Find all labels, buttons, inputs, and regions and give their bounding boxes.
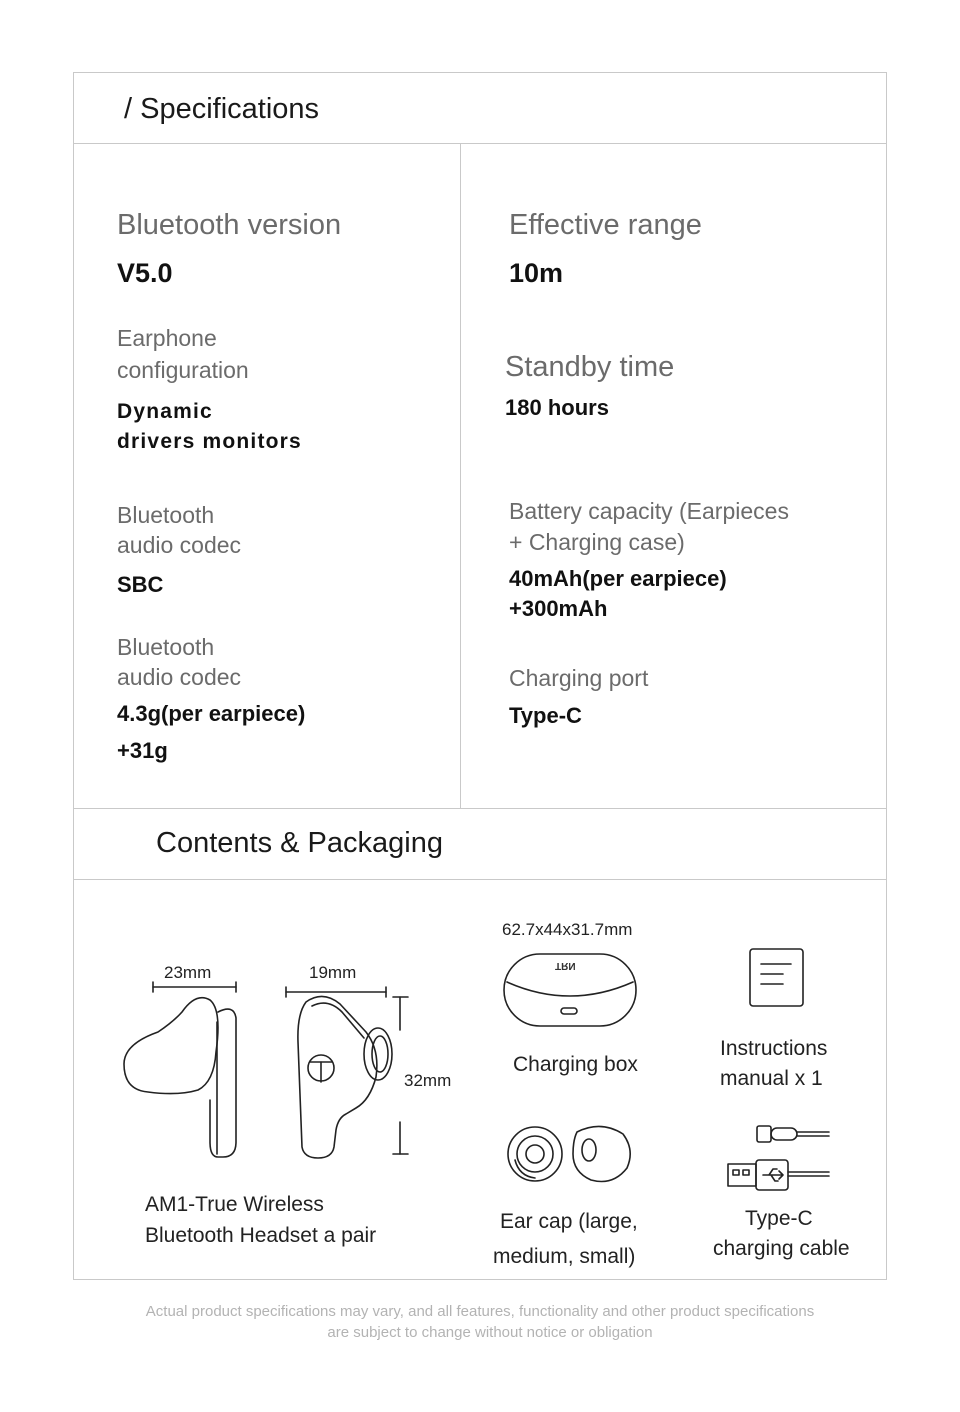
cable-caption-line1: Type-C bbox=[745, 1207, 813, 1230]
cable-icon bbox=[727, 1124, 831, 1192]
earbud-width-right: 19mm bbox=[309, 963, 357, 982]
earbuds-icon bbox=[118, 982, 418, 1162]
weight-value-line2: +31g bbox=[117, 738, 168, 763]
charging-port-label: Charging port bbox=[509, 665, 649, 691]
manual-icon bbox=[749, 948, 805, 1008]
ear-caps-caption-line1: Ear cap (large, bbox=[500, 1210, 638, 1233]
charging-box-dimensions: 62.7x44x31.7mm bbox=[502, 920, 633, 939]
cable-caption-line2: charging cable bbox=[713, 1237, 850, 1260]
weight-label-line2: audio codec bbox=[117, 664, 242, 690]
charging-port-value: Type-C bbox=[509, 703, 582, 728]
battery-label-line2: + Charging case) bbox=[509, 529, 685, 555]
charging-box-caption: Charging box bbox=[513, 1053, 638, 1076]
weight-value-line1: 4.3g(per earpiece) bbox=[117, 701, 306, 726]
bluetooth-version-value: V5.0 bbox=[117, 258, 173, 288]
codec-label-line1: Bluetooth bbox=[117, 502, 215, 528]
standby-time-label: Standby time bbox=[505, 351, 675, 383]
column-divider bbox=[460, 144, 461, 808]
earphone-config-label-line2: configuration bbox=[117, 357, 249, 383]
codec-value: SBC bbox=[117, 572, 164, 597]
effective-range-label: Effective range bbox=[509, 209, 702, 241]
battery-label-line1: Battery capacity (Earpieces bbox=[509, 498, 789, 524]
packaging-title: Contents & Packaging bbox=[156, 827, 443, 859]
earphone-config-label-line1: Earphone bbox=[117, 325, 217, 351]
disclaimer-line2: are subject to change without notice or obligation bbox=[327, 1324, 653, 1341]
battery-value-line1: 40mAh(per earpiece) bbox=[509, 566, 727, 591]
ear-caps-icon bbox=[505, 1124, 633, 1186]
earbuds-caption-line2: Bluetooth Headset a pair bbox=[145, 1224, 377, 1247]
codec-label-line2: audio codec bbox=[117, 532, 242, 558]
earbud-width-left: 23mm bbox=[164, 963, 212, 982]
divider bbox=[73, 808, 887, 809]
standby-time-value: 180 hours bbox=[505, 395, 609, 420]
weight-label-line1: Bluetooth bbox=[117, 634, 215, 660]
disclaimer-line1: Actual product specifications may vary, and all features, functionality and other product specifications bbox=[145, 1303, 815, 1320]
earbud-height: 32mm bbox=[404, 1071, 452, 1090]
manual-caption-line2: manual x 1 bbox=[720, 1067, 823, 1090]
specifications-title: / Specifications bbox=[124, 93, 320, 125]
earbuds-caption-line1: AM1-True Wireless bbox=[145, 1193, 324, 1216]
earphone-config-value-line1: Dynamic bbox=[117, 400, 213, 423]
divider bbox=[73, 879, 887, 880]
manual-caption-line1: Instructions bbox=[720, 1037, 828, 1060]
earphone-config-value-line2: drivers monitors bbox=[117, 430, 302, 453]
charging-box-brand: TRN bbox=[555, 960, 576, 971]
bluetooth-version-label: Bluetooth version bbox=[117, 209, 342, 241]
battery-value-line2: +300mAh bbox=[509, 596, 608, 621]
divider bbox=[73, 143, 887, 144]
effective-range-value: 10m bbox=[509, 258, 564, 288]
ear-caps-caption-line2: medium, small) bbox=[493, 1245, 636, 1268]
